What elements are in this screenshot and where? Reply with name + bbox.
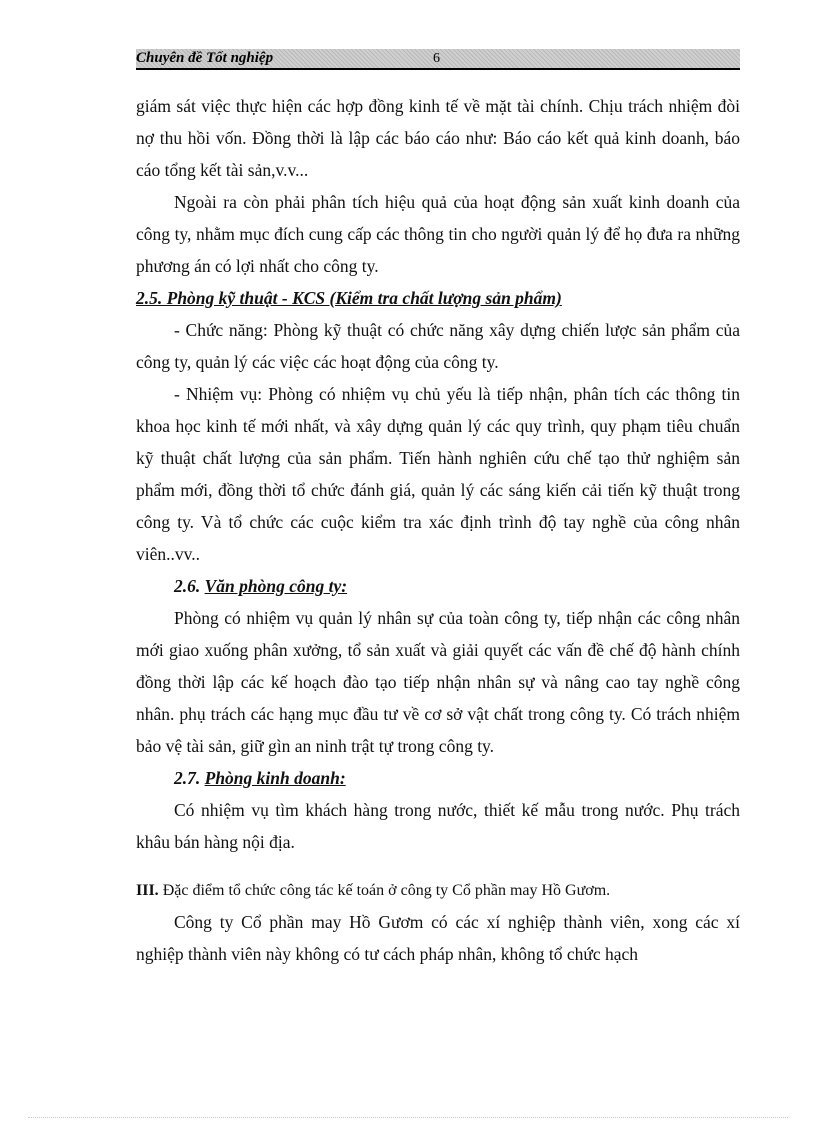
paragraph: Công ty Cổ phần may Hồ Gươm có các xí nghiệp thành viên, xong các xí nghiệp thành viên này không có tư cách pháp nhân, không tổ chức hạch: [136, 912, 740, 964]
paragraph: Phòng có nhiệm vụ quản lý nhân sự của toàn công ty, tiếp nhận các công nhân mới giao xuống phân xưởng, tổ sản xuất và giải quyết các vấn đề chế độ hành chính đồng thời lập các kế hoạch đào tạo tiếp nhận nhân sự và nâng cao tay nghề công nhân. phụ trách các hạng mục đầu tư về cơ sở vật chất trong công ty. Có trách nhiệm bảo vệ tài sản, giữ gìn an ninh trật tự trong công ty.: [136, 608, 740, 756]
document-body: [136, 90, 740, 970]
heading-title: Đặc điểm tổ chức công tác kế toán ở công ty Cổ phần may Hồ Gươm.: [162, 882, 611, 899]
page-bottom-rule: [28, 1117, 788, 1118]
heading-title: Phòng kinh doanh:: [204, 768, 346, 788]
paragraph: Có nhiệm vụ tìm khách hàng trong nước, thiết kế mẫu trong nước. Phụ trách khâu bán hàng nội địa.: [136, 800, 740, 852]
paragraph: Ngoài ra còn phải phân tích hiệu quả của hoạt động sản xuất kinh doanh của công ty, nhằm mục đích cung cấp các thông tin cho người quản lý để họ đưa ra những phương án có lợi nhất cho công ty.: [136, 192, 740, 276]
heading-number: 2.7.: [174, 768, 201, 788]
section-heading-2-7: [136, 762, 740, 794]
section-heading-2-5: 2.5. Phòng kỹ thuật - KCS (Kiểm tra chất lượng sản phẩm): [136, 288, 562, 308]
paragraph: giám sát việc thực hiện các hợp đồng kinh tế về mặt tài chính. Chịu trách nhiệm đòi nợ thu hồi vốn. Đồng thời là lập các báo cáo như: Báo cáo kết quả kinh doanh, báo cáo tổng kết tài sản,v.v...: [136, 96, 740, 180]
paragraph: - Nhiệm vụ: Phòng có nhiệm vụ chủ yếu là tiếp nhận, phân tích các thông tin khoa học kinh tế mới nhất, và xây dựng quản lý các quy trình, quy phạm tiêu chuẩn kỹ thuật chất lượng của sản phẩm. Tiến hành nghiên cứu chế tạo thử nghiệm sản phẩm mới, đồng thời tổ chức đánh giá, quản lý các sáng kiến cải tiến kỹ thuật trong công ty. Và tổ chức các cuộc kiểm tra xác định trình độ tay nghề của công nhân viên..vv..: [136, 384, 740, 564]
heading-title: Văn phòng công ty:: [204, 576, 348, 596]
page-number: 6: [433, 51, 440, 66]
heading-number: III.: [136, 882, 159, 899]
header-title: Chuyên đề Tốt nghiệp: [136, 50, 274, 66]
paragraph: - Chức năng: Phòng kỹ thuật có chức năng xây dựng chiến lược sản phẩm của công ty, quản lý các việc các hoạt động của công ty.: [136, 320, 740, 372]
heading-number: 2.6.: [174, 576, 201, 596]
page-header: [136, 49, 740, 70]
section-heading-2-6: [136, 570, 740, 602]
section-heading-III: [136, 876, 740, 906]
